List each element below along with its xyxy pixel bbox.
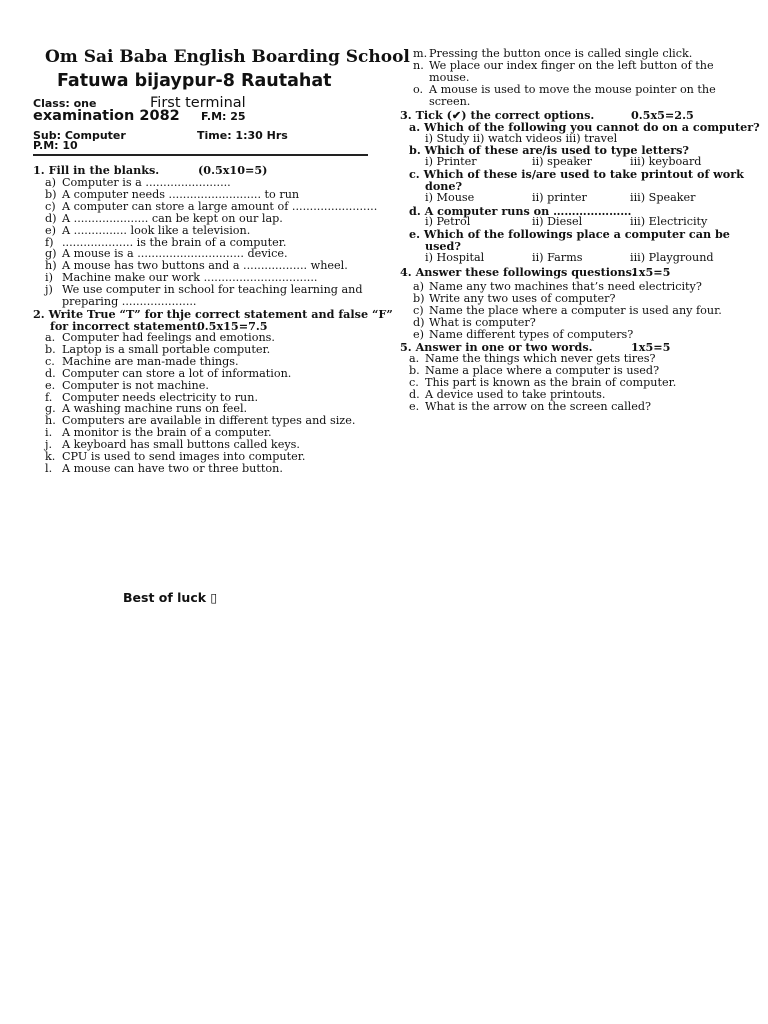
q5-item-text: What is the arrow on the screen called? — [425, 399, 652, 413]
q1-item-text: Machine make our work ................................ — [62, 271, 318, 285]
q1-item-marker: a) — [45, 176, 57, 189]
q3e-question-line2: used? — [425, 239, 461, 253]
q2-item-text: CPU is used to send images into computer. — [62, 450, 306, 463]
q5-item-marker: a. — [409, 352, 420, 365]
q1-item-marker: g) — [45, 247, 57, 261]
school-name: Om Sai Baba English Boarding School — [45, 47, 410, 67]
q4-item-text: Name different types of computers? — [429, 327, 634, 341]
q1-item-text: A computer needs .......................... to run — [62, 187, 300, 201]
q5-item-text: Name a place where a computer is used? — [425, 363, 660, 377]
q1-item-marker: j) — [45, 283, 53, 297]
q2-cont-item-marker: o. — [413, 82, 424, 96]
q5-item-marker: b. — [409, 363, 420, 377]
q2-cont-item-text: mouse. — [429, 70, 470, 84]
q4-item-marker: a) — [413, 280, 425, 293]
q4-item-text: Name any two machines that’s need electricity? — [429, 280, 702, 293]
q3a-options: i) Study ii) watch videos iii) travel — [425, 132, 618, 145]
q3e-option-3: iii) Playground — [630, 251, 714, 264]
q1-item-marker: h) — [45, 259, 57, 273]
q2-item-text: Computer can store a lot of information. — [62, 366, 292, 380]
pass-marks: P.M: 10 — [33, 139, 78, 152]
q3c-question-line1: c. Which of these is/are used to take printout of work — [409, 167, 744, 181]
q1-item-marker: b) — [45, 187, 57, 201]
q3e-option-2: ii) Farms — [532, 251, 583, 264]
q1-item-marker: e) — [45, 223, 56, 237]
q2-item-text: Computer is not machine. — [62, 378, 209, 392]
exam-title-line2: examination 2082 — [33, 108, 180, 124]
q3d-option-2: ii) Diesel — [532, 215, 583, 228]
q1-item-marker: f) — [45, 235, 54, 249]
q2-item-text: Computer had feelings and emotions. — [62, 331, 275, 344]
q2-item-text: A washing machine runs on feel. — [62, 402, 248, 416]
q3d-option-1: i) Petrol — [425, 215, 471, 228]
q5-item-marker: e. — [409, 399, 420, 413]
q5-item-text: Name the things which never gets tires? — [425, 352, 656, 365]
q3d-question: d. A computer runs on ………………… — [409, 204, 632, 218]
q3c-option-3: iii) Speaker — [630, 191, 696, 204]
q3b-question: b. Which of these are/is used to type letters? — [409, 143, 689, 157]
q2-item-marker: c. — [45, 354, 55, 368]
full-marks: F.M: 25 — [201, 110, 246, 123]
q3b-option-1: i) Printer — [425, 155, 477, 168]
q1-item-text: A mouse is a .............................. device. — [62, 247, 288, 261]
q5-item-text: This part is known as the brain of computer. — [425, 375, 677, 389]
q2-item-text: Computers are available in different types and size. — [62, 414, 356, 428]
q2-cont-item-text: Pressing the button once is called single click. — [429, 47, 693, 60]
q3b-option-3: iii) keyboard — [630, 155, 702, 168]
q2-item-marker: j. — [45, 438, 53, 452]
q2-item-text: A mouse can have two or three button. — [62, 461, 283, 475]
q2-item-marker: l. — [45, 461, 53, 475]
q1-item-marker: i) — [45, 271, 53, 285]
q5-marks: 1x5=5 — [631, 340, 671, 354]
q2-item-marker: b. — [45, 342, 56, 356]
q2-item-text: A keyboard has small buttons called keys. — [62, 438, 300, 452]
q4-item-marker: d) — [413, 315, 425, 329]
q4-item-marker: c) — [413, 303, 424, 317]
q2-item-marker: i. — [45, 426, 53, 440]
q4-item-text: Name the place where a computer is used any four. — [429, 303, 722, 317]
exam-title-line1: First terminal — [150, 95, 246, 111]
q1-item-marker: d) — [45, 211, 57, 225]
school-address: Fatuwa bijaypur-8 Rautahat — [57, 71, 332, 91]
q4-item-text: Write any two uses of computer? — [429, 291, 616, 305]
subject: Sub: Computer — [33, 129, 126, 142]
q3a-question: a. Which of the following you cannot do on a computer? — [409, 120, 760, 134]
q1-item-marker: c) — [45, 199, 56, 213]
header-divider — [33, 154, 368, 156]
q1-item-text: A ..................... can be kept on our lap. — [62, 211, 283, 225]
q2-cont-item-marker: n. — [413, 58, 424, 72]
q2-item-marker: d. — [45, 366, 56, 380]
q2-item-text: A monitor is the brain of a computer. — [62, 426, 272, 440]
q4-item-marker: e) — [413, 327, 424, 341]
q2-item-text: Computer needs electricity to run. — [62, 390, 259, 404]
q3d-option-3: iii) Electricity — [630, 215, 708, 228]
class-label: Class: one — [33, 97, 97, 110]
q2-item-text: Machine are man-made things. — [62, 354, 239, 368]
q1-item-text: A mouse has two buttons and a .................. wheel. — [62, 259, 348, 273]
q2-title-line1: 2. Write True “T” for thje correct statement and false “F” — [33, 307, 393, 321]
q1-marks: (0.5x10=5) — [198, 163, 268, 177]
q2-cont-item-marker: m. — [413, 47, 428, 60]
q5-title: 5. Answer in one or two words. — [400, 340, 593, 354]
q1-item-text: A computer can store a large amount of ........................ — [62, 199, 378, 213]
q1-item-text: Computer is a ........................ — [62, 176, 231, 189]
q2-item-marker: k. — [45, 450, 56, 463]
q2-cont-item-text: screen. — [429, 94, 471, 108]
best-of-luck: Best of luck ▯ — [123, 590, 218, 605]
q2-item-marker: h. — [45, 414, 56, 428]
q1-item-text: .................... is the brain of a computer. — [62, 235, 287, 249]
q4-marks: 1x5=5 — [631, 265, 671, 279]
q1-item-text: A ............... look like a television. — [62, 223, 251, 237]
q3c-option-1: i) Mouse — [425, 191, 475, 204]
q2-item-marker: f. — [45, 390, 53, 404]
q3c-question-line2: done? — [425, 179, 463, 193]
q1-item-text: We use computer in school for teaching learning and — [62, 283, 363, 297]
q3b-option-2: ii) speaker — [532, 155, 593, 168]
q2-item-marker: g. — [45, 402, 56, 416]
q2-item-marker: e. — [45, 378, 56, 392]
q3e-question-line1: e. Which of the followings place a computer can be — [409, 227, 730, 241]
q3c-option-2: ii) printer — [532, 191, 587, 204]
q5-item-marker: c. — [409, 375, 419, 389]
q5-item-text: A device used to take printouts. — [425, 387, 606, 401]
q3-marks: 0.5x5=2.5 — [631, 108, 694, 122]
q4-title: 4. Answer these followings questions. — [400, 265, 636, 279]
q2-cont-item-text: We place our index finger on the left button of the — [429, 58, 714, 72]
q2-marks: 0.5x15=7.5 — [197, 319, 268, 333]
q4-item-text: What is computer? — [429, 315, 536, 329]
q2-item-marker: a. — [45, 331, 56, 344]
q1-item-text: preparing ..................... — [62, 295, 197, 308]
time: Time: 1:30 Hrs — [197, 129, 288, 142]
q2-cont-item-text: A mouse is used to move the mouse pointer on the — [429, 82, 716, 96]
q4-item-marker: b) — [413, 291, 425, 305]
q3-title: 3. Tick (✔) the correct options. — [400, 108, 595, 122]
q1-title: 1. Fill in the blanks. — [33, 163, 160, 177]
q2-item-text: Laptop is a small portable computer. — [62, 342, 271, 356]
q3e-option-1: i) Hospital — [425, 251, 485, 264]
q5-item-marker: d. — [409, 387, 420, 401]
q2-title-line2: for incorrect statement. — [50, 319, 201, 333]
